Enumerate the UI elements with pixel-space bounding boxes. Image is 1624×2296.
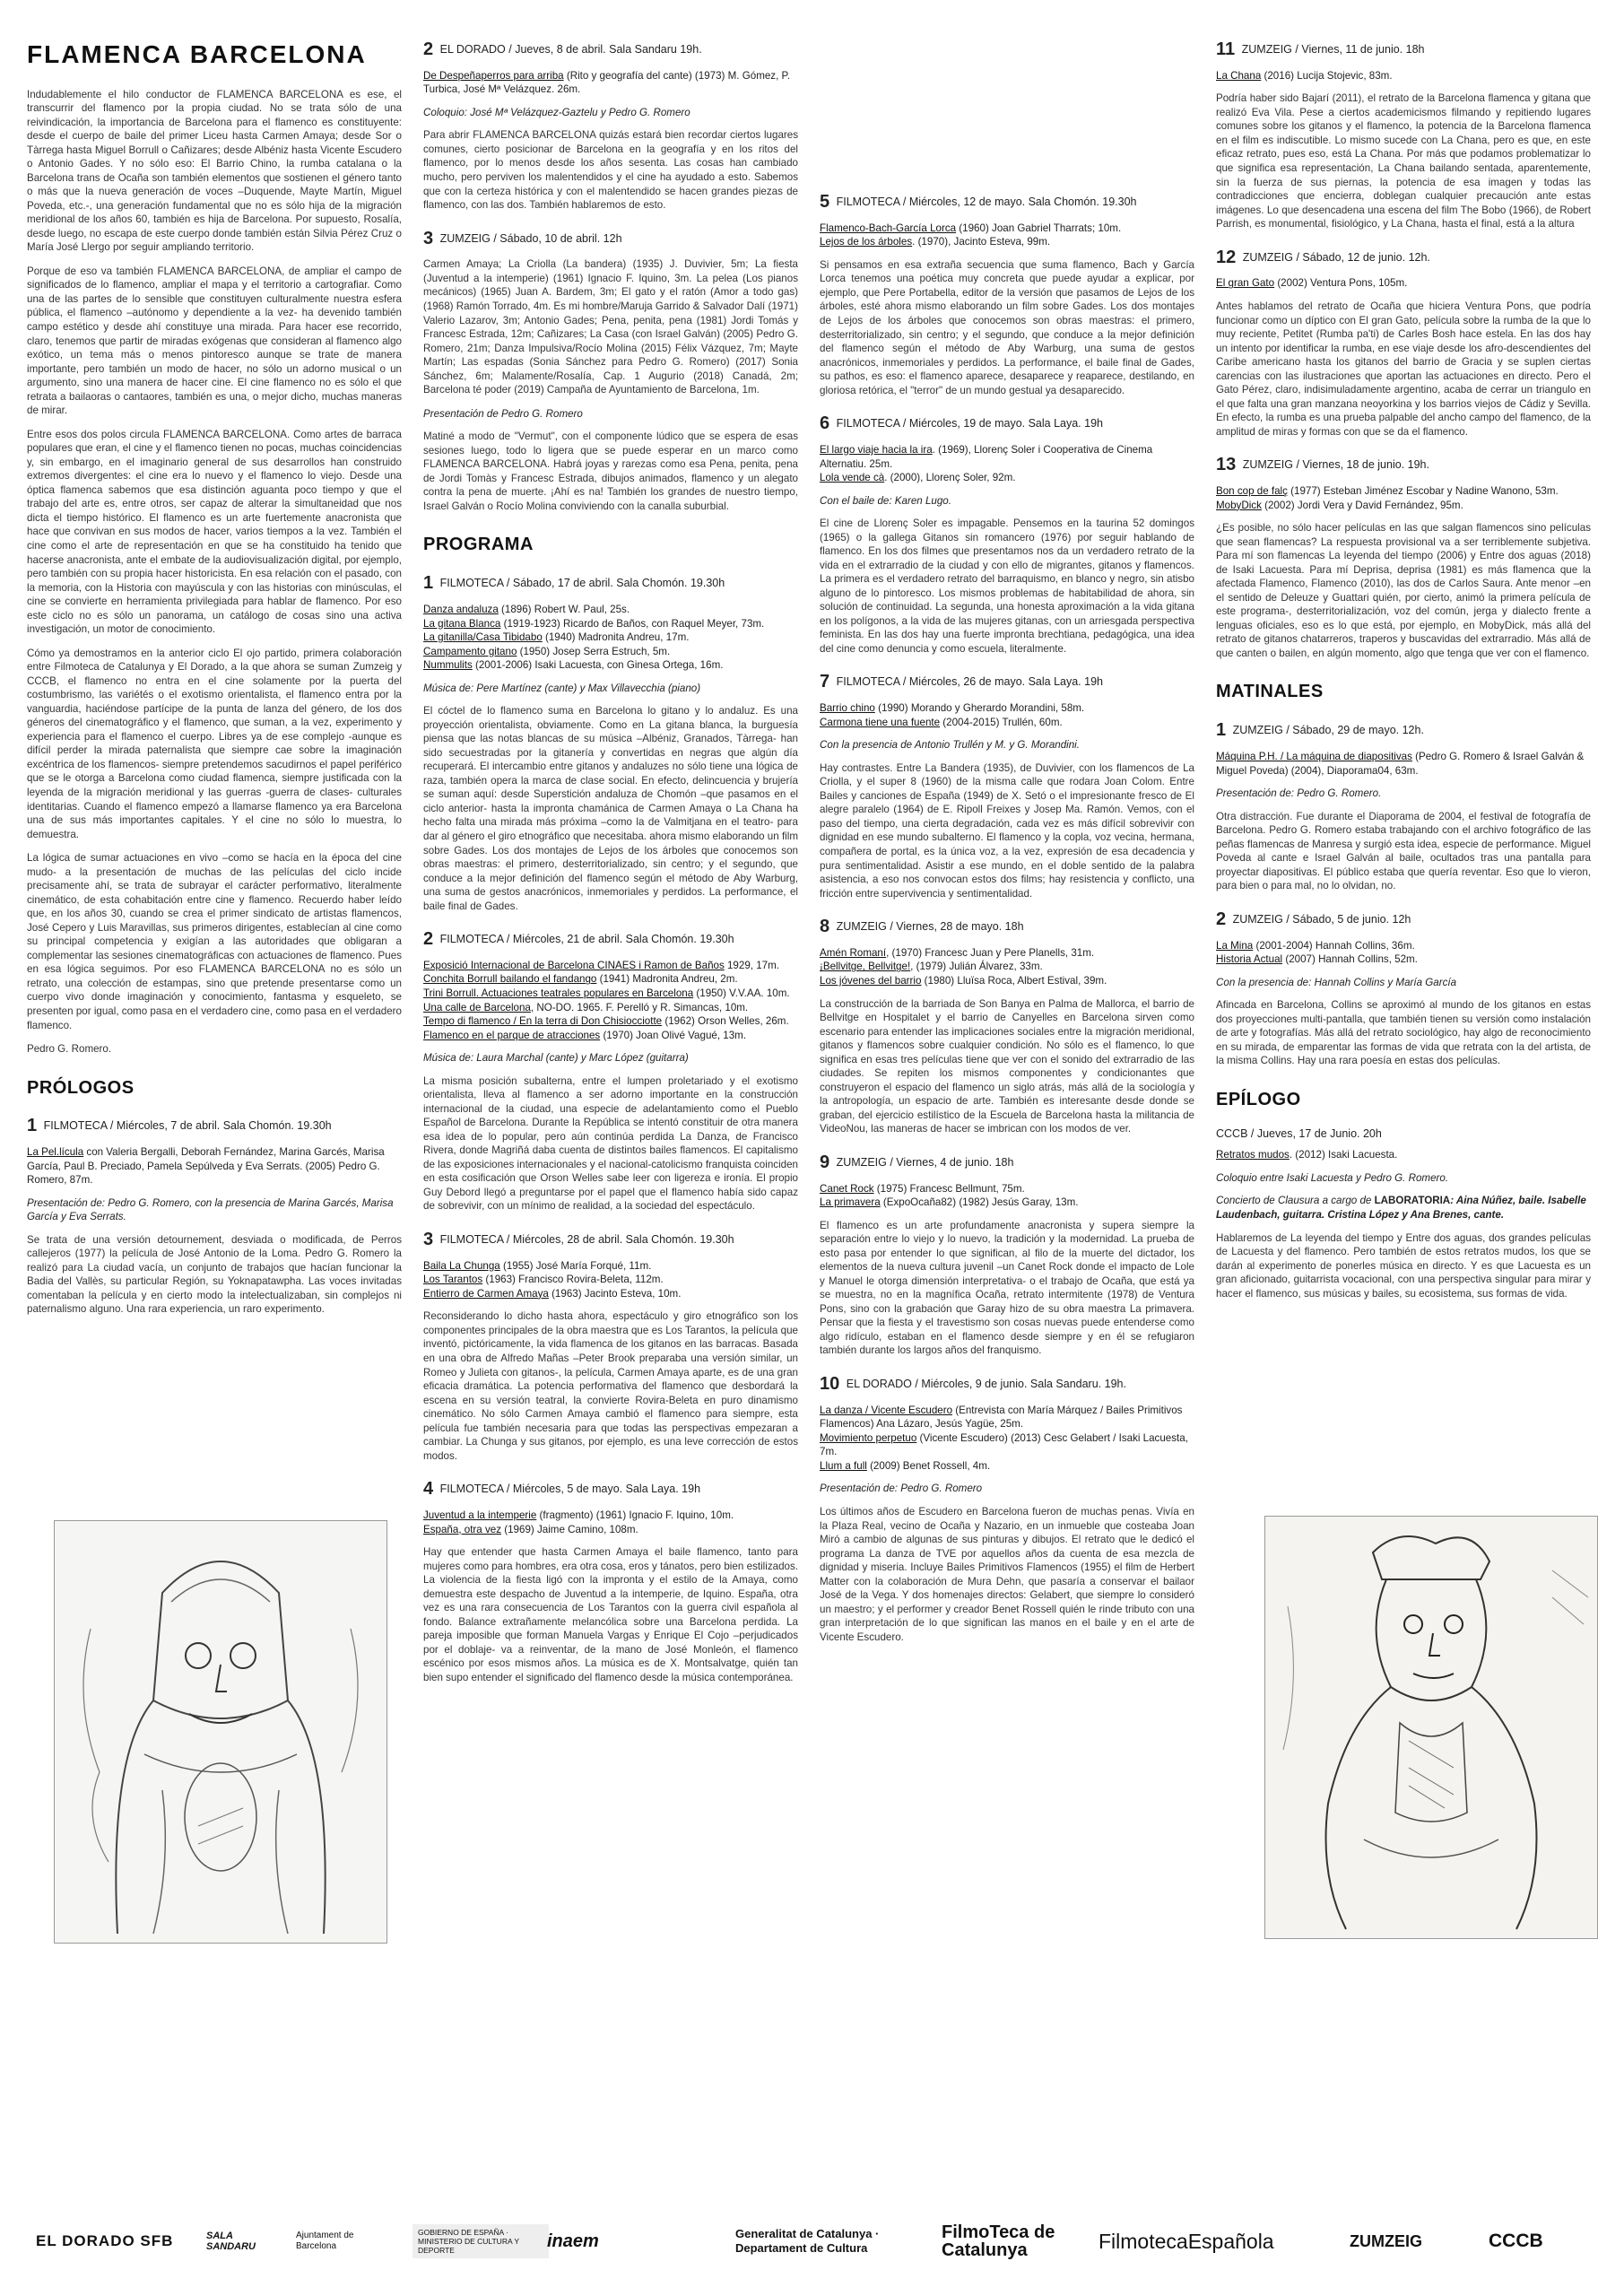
intro-paragraph: Indudablemente el hilo conductor de FLAMENCA BARCELONA es ese, el transcurrir del flamenco por la propia ciudad. No se trata sólo de una reivindicación, la importancia de Barcelona para el flamenco es constituyente: desde el cuerpo de baile del primer Liceu hasta Carmen Amaya; desde Sor o Tàrrega hasta Miguel Borrull o Cañizares; desde Albéniz hasta Vicente Escudero o Antonio Gades. Y no sólo eso: El Barrio Chino, la rumba catalana o la Barcelona trans de Ocaña son también elementos que sostienen el género tanto o más que la nueva generación de voces –Duquende, Mayte Martín, Miguel Poveda, etc.-, una generación fundamental que no es sólo hija de la migración meridional de los años 60, también es hija de Barcelona. Por supuesto, Rosalía, desde luego, no escapa de este cuerpo donde también están Silvia Pérez Cruz o María José Llergo por seguir ampliando territorio.: [27, 88, 402, 254]
event-number: 12: [1216, 247, 1237, 267]
event-header: [1216, 453, 1591, 477]
event-venue: ZUMZEIG /: [836, 1155, 893, 1169]
film-title: Flamenco-Bach-García Lorca: [820, 222, 957, 234]
event-number: 1: [27, 1116, 38, 1136]
film-title: ¡Bellvitge, Bellvitge!: [820, 961, 911, 973]
column-3: [820, 38, 1194, 1654]
event-block: [423, 1228, 798, 1463]
event-block: [423, 38, 798, 213]
event-venue: FILMOTECA /: [439, 1483, 510, 1496]
section-title-epilogo: EPÍLOGO: [1216, 1089, 1301, 1109]
event-date: Viernes, 11 de junio. 18h: [1301, 43, 1425, 56]
event-date: Miércoles, 12 de mayo. Sala Chomón. 19.30h: [908, 196, 1137, 208]
film-title: La Mina: [1216, 939, 1254, 952]
film-list: [1216, 750, 1591, 778]
film-detail: 1929, 17m.: [724, 959, 779, 971]
event-block: [27, 1114, 402, 1317]
event-date: Miércoles, 7 de abril. Sala Chomón. 19.30h: [116, 1119, 332, 1133]
film-title: Los jóvenes del barrio: [820, 974, 922, 987]
event-number: 7: [820, 672, 830, 692]
event-block: [820, 915, 1194, 1136]
film-detail: (Vicente Escudero) (2013) Cesc Gelabert / Isaki Lacuesta, 7m.: [820, 1431, 1188, 1458]
film-title: Llum a full: [820, 1459, 867, 1472]
film-detail: (2016) Lucija Stojevic, 83m.: [1261, 69, 1393, 82]
event-venue: ZUMZEIG /: [836, 920, 893, 934]
event-header: [423, 927, 798, 952]
film-title: Nummulits: [423, 659, 473, 672]
film-entry: [423, 959, 798, 973]
event-venue: FILMOTECA /: [836, 417, 907, 430]
film-detail: (Pedro G. Romero & Israel Galván & Miguel Poveda) (2004), Diaporama04, 63m.: [1216, 751, 1585, 777]
concert-prefix: Concierto de Clausura a cargo de: [1216, 1195, 1375, 1207]
event-header: [423, 1228, 798, 1252]
film-entry: [820, 1182, 1194, 1196]
film-entry: [423, 1259, 798, 1274]
event-venue: FILMOTECA /: [836, 196, 907, 208]
film-title: Lola vende cà: [820, 472, 885, 484]
event-date: Jueves, 8 de abril. Sala Sandaru 19h.: [515, 43, 702, 56]
event-block: [820, 1151, 1194, 1358]
film-list: [423, 1259, 798, 1301]
event-date: Sábado, 5 de junio. 12h: [1292, 912, 1411, 926]
film-detail: (2001-2006) Isaki Lacuesta, con Ginesa Ortega, 16m.: [472, 659, 724, 672]
film-list: [820, 222, 1194, 249]
event-description: Antes hablamos del retrato de Ocaña que hiciera Ventura Pons, que podría funcionar como un díptico con El gran Gato, película sobre la rumba de la que lo muy reciente, Petitet (Rumba pa'ti) de Carles Bosh hace estela. En las dos hay un intento por identificar la rumba, en ese viaje desde los afro-descendientes del Caribe americano hasta los gitanos del barrio de Gracia y se suplen ciertas carencias con las ilustraciones que aportan las actuaciones en directo. Pero el Gato Pérez, claro, indisimuladamente argentino, acaba de cerrar un triangulo en el que falta una gran manzana neoyorkina y los barrios viejos de Cádiz y Sevilla. En efecto, la rumba es una prueba palpable del ancho campo del flamenco, de la amplitud de miras y formas con que se da el flamenco.: [1216, 300, 1591, 438]
film-detail: (2002) Ventura Pons, 105m.: [1274, 277, 1408, 290]
intro-paragraph: Entre esos dos polos circula FLAMENCA BARCELONA. Como artes de barraca populares que eran, el cine y el flamenco tienen no pocas, muchas coincidencias y, sin embargo, en el imaginario general de sus desarrollos han construido extremos divergentes: el cine era lo nuevo y el flamenco lo viejo. Desde una óptica flamenca sabemos que esa distinción aguanta poco tiempo y que el trabajo del arte es, entre otros, ser capaz de alterar la simultaneidad que nos dicta el tiempo histórico. El flamenco es un arte fuertemente anacronista que hace que convivan en sus modos de hacer, varios tiempos a la vez. También el cine como el arte de representación en que se ha constituido ha tenido que hacerse anacronista, ante el embate de la audiovisualización digital, por ejemplo, pero también con su propia hacer historicista. En esa relación con el pasado, con la memoria, con la Historia con mayúscula y con las historias con minúsculas, el cine se convierte en herramienta privilegiada para hablar de flamenco. Por eso este ciclo no es sólo un panorama, un catálogo de cosas sino una activa investigación, un motor de conocimiento.: [27, 428, 402, 636]
event-description: Matiné a modo de "Vermut", con el componente lúdico que se espera de esas sesiones luego, todo lo ligera que se puede esperar en un marco como FLAMENCA BARCELONA. Habrá joyas y rarezas como esa Pena, penita, pena de Jordi Tomàs y Francesc Estrada, dibujos animados, flamenco y un alegato contra la pena de muerte. ¡Ahí es na! También los grandes de nuestro tiempo, Israel Galván o Rocío Molina conviviendo con la canalla suburbial.: [423, 430, 798, 512]
film-entry: [1216, 69, 1591, 83]
film-title: Flamenco en el parque de atracciones: [423, 1029, 601, 1041]
epilogo-block: [1216, 1126, 1591, 1301]
film-title: Tempo di flamenco / En la terra di Don Chisiocciotte: [423, 1015, 663, 1028]
film-title: Juventud a la intemperie: [423, 1509, 537, 1522]
film-entry: [423, 645, 798, 659]
event-date: Viernes, 28 de mayo. 18h: [896, 920, 1024, 934]
event-note: [1216, 1194, 1591, 1222]
event-number: 5: [820, 192, 830, 212]
page-title: FLAMENCA BARCELONA: [27, 40, 367, 68]
event-block: [423, 227, 798, 514]
event-note: Presentación de: Pedro G. Romero: [820, 1483, 983, 1495]
column-1: [27, 38, 402, 1326]
film-detail: (1940) Madronita Andreu, 17m.: [542, 631, 690, 644]
logo-inaem: inaem: [547, 2231, 599, 2251]
film-detail: (1960) Joan Gabriel Tharrats; 10m.: [956, 222, 1122, 234]
event-description: Para abrir FLAMENCA BARCELONA quizás estará bien recordar ciertos lugares comunes, cierto posicionar de Barcelona en la geografía y en los ritos del flamenco, por lo menos desde los años sesenta. Las cosas han cambiado mucho, pero perviven los malentendidos y el cine ha ayudado a esto. Sabemos que con la certeza histórica y con el malentendido se hacen grandes piezas de flamenco, con las dos. También hablaremos de esto.: [423, 129, 798, 212]
event-description: El flamenco es un arte profundamente anacronista y supera siempre la separación entre lo viejo y lo nuevo, la tradición y la modernidad. La prueba de esto pasa por entender lo que significan, al filo de la muerte del dictador, los elementos de la nueva cultura juvenil –un Canet Rock donde el impacto de Lole y Manuel le otorga dimensión interpretativa- o el trabajo de Ocaña, que está ya se muestra, no en la magnífica Ocaña, retrato intermitente (1978) de Ventura Pons, sino con la grabación que Garay hizo de su obra maestra La primavera. Pensar que la fiesta y el travestismo son cosas nuevas puede entenderse como algo ridículo, estaban en el flamenco desde siempre y en él se refugiaron también durante los largos años del franquismo.: [820, 1219, 1194, 1357]
event-venue: CCCB /: [1216, 1126, 1257, 1140]
film-detail: (1919-1923) Ricardo de Baños, con Raquel Meyer, 73m.: [500, 617, 765, 630]
event-block: [1216, 718, 1591, 893]
event-description: La misma posición subalterna, entre el lumpen proletariado y el exotismo orientalista, lleva al flamenco a ser adorno importante en la construcción internacional de la ciudad, una especie de adelantamiento como el Pueblo Español de Barcelona. Durante la República se intentó constituir de otra manera esa idea de lo popular, pero aún continúa perdida La Danza, de Francisco Rivera, donde Magriñá daba cuenta de distintos bailes flamencos. El capitalismo de las exposiciones internacionales y el nacional-catolicismo franquista coinciden en esta cosificación que Orson Welles sabe leer con ligereza e ironía. El propio Guy Debord llegó a preguntarse por el papel que el flamenco había sido capaz de sobrevivir, con un mínimo de realidad, a la sociedad del espectáculo.: [423, 1074, 798, 1213]
film-entry: [423, 1029, 798, 1043]
film-entry: [423, 603, 798, 617]
film-list: [1216, 484, 1591, 512]
film-entry: [1216, 952, 1591, 967]
film-entry: [1216, 499, 1591, 513]
event-block: [1216, 246, 1591, 439]
film-title: Movimiento perpetuo: [820, 1431, 917, 1444]
film-detail: , (1970) Francesc Juan y Pere Planells, 31m.: [886, 946, 1095, 959]
event-description: Los últimos años de Escudero en Barcelona fueron de muchas penas. Vivía en la Plaza Real, vecino de Ocaña y Nazario, en un inmueble que costeaba Joan Miró a cambio de algunas de sus pinturas y dibujos. El retrato que le dedicó el programa La danza de TVE por aquellos años da cuenta de esa mezcla de dignidad y miseria. Incluye Bailes Primitivos Flamencos (1955) el film de Herbert Matter con la colaboración de Mura Dehn, que pasaría a conservar el bailaor José de la Vega. Y dos homenajes directos: Gelabert, que siempre lo consideró un maestro; y el performer y creador Benet Rossell quién le rinde tributo con una gran interpretación de lo que significan las manos en el baile y en el arte de Vicente Escudero.: [820, 1505, 1194, 1643]
film-entry: [423, 658, 798, 673]
logo-filmoteca-espanola: FilmotecaEspañola: [1099, 2229, 1274, 2253]
event-venue: FILMOTECA /: [439, 577, 510, 590]
section-title-matinales: MATINALES: [1216, 682, 1324, 702]
film-title: Trini Borrull. Actuaciones teatrales populares en Barcelona: [423, 987, 694, 1000]
film-detail: (1963) Jacinto Esteva, 10m.: [548, 1287, 682, 1300]
event-number: 1: [1216, 720, 1227, 741]
event-note: Presentación de Pedro G. Romero: [423, 407, 583, 420]
film-title: La gitana Blanca: [423, 617, 501, 630]
film-title: Baila La Chunga: [423, 1259, 500, 1272]
film-detail: (1970) Joan Olivé Vagué, 13m.: [600, 1029, 747, 1041]
film-detail: (1955) José María Forqué, 11m.: [499, 1259, 652, 1272]
film-detail: (1950) Josep Serra Estruch, 5m.: [517, 645, 671, 657]
concert-name: LABORATORIA: [1374, 1195, 1451, 1207]
event-note: Presentación de: Pedro G. Romero.: [1216, 787, 1382, 800]
film-entry: [423, 617, 798, 631]
event-venue: EL DORADO /: [846, 1377, 918, 1390]
film-detail: (2009) Benet Rossell, 4m.: [866, 1459, 991, 1472]
event-number: 11: [1216, 39, 1236, 59]
event-description: ¿Es posible, no sólo hacer películas en las que salgan flamencos sino películas que sean flamencas? La respuesta provisional va a ser terriblemente subjetiva. Para mí son flamencas La leyenda del tiempo (2006) y Entre dos aguas (2018) de Isaki Lacuesta. Para mí Deprisa, deprisa (1981) es más flamenca que la afectada Flamenco, Flamenco (2010), las dos de Carlos Saura. Ante menor –en el sentido de Deleuze y Guattari quién, por cierto, animó la primera película de este programa-, desterritorialización, voz del común, jerga y dialecto frente a lenguas oficiales, eso es lo que está, por ejemplo, en MobyDick, más allá del retrato de gitanos chatarreros, traperos y buscavidas del extrarradio. Más allá de que canten o bailen, en algún momento, algo que tenga que ver con el flamenco.: [1216, 522, 1591, 659]
event-block: [423, 1477, 798, 1684]
film-detail: (1975) Francesc Bellmunt, 75m.: [873, 1182, 1025, 1195]
event-note: Música de: Laura Marchal (cante) y Marc López (guitarra): [423, 1052, 689, 1065]
logo-gobierno: GOBIERNO DE ESPAÑA · MINISTERIO DE CULTURA Y DEPORTE: [413, 2224, 549, 2258]
event-header: [820, 915, 1194, 939]
event-number: 6: [820, 413, 830, 434]
event-number: 2: [1216, 909, 1227, 929]
event-header: [423, 227, 798, 251]
event-date: Miércoles, 28 de abril. Sala Chomón. 19.30h: [512, 1232, 734, 1246]
film-detail: (1962) Orson Welles, 26m.: [662, 1015, 789, 1028]
film-title: La Chana: [1216, 69, 1262, 82]
event-note: Música de: Pere Martínez (cante) y Max Villavecchia (piano): [423, 682, 701, 694]
film-entry: [820, 1431, 1194, 1459]
event-date: Viernes, 4 de junio. 18h: [896, 1155, 1014, 1169]
event-venue: ZUMZEIG /: [439, 231, 497, 245]
logo-filmoteca-catalunya: FilmoTeca de Catalunya: [942, 2222, 1055, 2260]
event-date: Miércoles, 21 de abril. Sala Chomón. 19.30h: [512, 933, 734, 946]
film-list: [820, 1182, 1194, 1210]
event-description: Hay contrastes. Entre La Bandera (1935), de Duvivier, con los flamencos de La Criolla, y el super 8 (1960) de la misma calle que rodara Joan Colom. Entre Bailes y canciones de España (1949) de X. Setó o el impresionante fresco de El alegre paralelo (1964) de E. Ripoll Freixes y Josep Ma. Ramón. Vemos, con el paso del tiempo, una cierta degradación, cada vez es más difícil sobrevivir con dignidad en ese mundo subalterno. El flamenco y la copla, voz vecina, hermana, compañera de portal, es la única voz, a la vez, expresión de esa decadencia y pura sentimentalidad. Asistir a ese mundo, en el doble sentido de la palabra asistencia, a eso nos convocan estos dos films; hay resistencia y conflicto, una fricción entre supervivencia y sentimentalidad.: [820, 761, 1194, 900]
event-venue: FILMOTECA /: [439, 933, 510, 946]
film-detail: (1941) Madronita Andreu, 2m.: [596, 973, 738, 986]
film-title: De Despeñaperros para arriba: [423, 69, 564, 82]
film-detail: con Valeria Bergalli, Deborah Fernández, Marina Garcés, Marisa García, Paul B. Preciado, Pamela Sepúlveda y Eva Serrats. (2005) Pedro G. Romero, 87m.: [27, 1146, 385, 1187]
event-description: Afincada en Barcelona, Collins se aproximó al mundo de los gitanos en estas dos proyecciones multi-pantalla, que también tienen su versión como instalación de arte y fotografías. Más allá del retrato sociológico, hay algo de reconocimiento en su mirada, de emparentar las formas de vida que retrata con la del artista, de la misma Collins. Hay una rara poesía en estas dos películas.: [1216, 999, 1591, 1067]
event-description: El cóctel de lo flamenco suma en Barcelona lo gitano y lo andaluz. Es una proyección orientalista, obviamente. Como en La gitana blanca, la burguesía piensa que las notas blancas de su música –Albéniz, Granados, Tàrrega- han sido secuestradas por la gitanería y convertidas en negras que algún día recuperará. El intercambio entre gitanos y andaluzes no sólo tiene una lógica de raza, también opera la marca de clase social. En efecto, delincuencia y brujería se suman aquí: desde Superstición andaluza de Chomón –que pasamos en el ciclo anterior- hasta la impronta chamánica de Carmen Amaya o La Chana ha hecho falta una mirada más próxima –como la de Valmitjana en el teatro- para dar al género el giro etnográfico que necesitaba. ahora mismo elaborando un film sobre Gades. Los dos montajes de Lejos de los árboles que conocemos son obras maestras: el primero, desterritorializado, sin centro; y el segundo, que conduce a la mejor definición del flamenco según el método de Aby Warburg, una suma de gestos anacrónicos, inmemoriales y perdidos. La performance, el baile final de Gades.: [423, 705, 798, 912]
film-entry: [820, 471, 1194, 485]
event-venue: ZUMZEIG /: [1241, 43, 1298, 56]
event-block: [820, 1372, 1194, 1644]
event-description: Hay que entender que hasta Carmen Amaya el baile flamenco, tanto para mujeres como para hombres, era otra cosa, eros y tánatos, pero bien estilizados. La violencia de la fiesta ligó con la impronta y el estilo de la Amaya, como demuestra este despacho de Juventud a la intemperie, de Iquino. España, otra vez es una rara consecuencia de Los Tarantos con la guerra civil española al fondo. Balance extrañamente melancólica sobre una Barcelona perdida. La pareja imposible que forman Manuela Vargas y Enrique El Cojo –perjudicados por el doblaje- va a reinventar, de la mano de José Monleón, el flamenco escénico por esos mismos años. La música es de X. Montsalvatge, quién tan bien supo entender el significado del flamenco desde la música contemporánea.: [423, 1546, 798, 1683]
event-number: 8: [820, 917, 830, 937]
event-block: [820, 670, 1194, 900]
artwork-drawing-right: [1264, 1516, 1598, 1939]
film-detail: (1977) Esteban Jiménez Escobar y Nadine Wanono, 53m.: [1287, 485, 1559, 498]
film-title: Barrio chino: [820, 702, 875, 715]
film-detail: (Entrevista con María Márquez / Bailes Primitivos Flamencos) Ana Lázaro, Jesús Yagüe, 25m.: [820, 1404, 1183, 1431]
film-detail: (fragmento) (1961) Ignacio F. Iquino, 10m.: [536, 1509, 734, 1522]
film-detail: (ExpoOcaña82) (1982) Jesús Garay, 13m.: [880, 1196, 1079, 1209]
event-description: La construcción de la barriada de Son Banya en Palma de Mallorca, el barrio de Bellvitge en Hospitalet y el barrio de Canyelles en Barcelona sirven como escenario para entender las implicaciones sociales entre la migración meridional, gitanos y flamencos sobre cualquier condición. No sólo es el flamenco, lo que significa en esas tres películas tiene que ver con el sonido del extrarradio de las ciudades. Se repiten los mismos componentes y condicionantes que construyeron el espacio del flamenco un siglo atrás, más allá de la sociología y la antropología, un espacio de arte. También es interesante desde donde se graban, del ejercicio estilístico de la Escuela de Barcelona hasta la militancia de VideoNou, las maneras de hacer se imbrican con los modos de ver.: [820, 997, 1194, 1135]
film-title: Máquina P.H. / La máquina de diapositivas: [1216, 751, 1412, 763]
event-number: 3: [423, 1229, 434, 1249]
film-entry: [820, 960, 1194, 974]
event-header: [1216, 718, 1591, 743]
film-title: MobyDick: [1216, 499, 1262, 511]
film-detail: (1950) V.V.AA. 10m.: [693, 987, 790, 1000]
event-header: [820, 1372, 1194, 1396]
film-detail: . (2012) Isaki Lacuesta.: [1289, 1149, 1398, 1161]
film-title: El largo viaje hacia la ira: [820, 443, 933, 456]
film-title: Exposició Internacional de Barcelona CINAES i Ramon de Baños: [423, 959, 725, 971]
event-venue: ZUMZEIG /: [1242, 250, 1299, 264]
film-detail: (Rito y geografía del cante) (1973) M. Gómez, P. Turbica, José Mª Velázquez. 26m.: [423, 69, 790, 96]
event-venue: FILMOTECA /: [43, 1119, 114, 1133]
event-number: 9: [820, 1152, 830, 1172]
event-number: 10: [820, 1373, 840, 1394]
film-detail: (1990) Morando y Gherardo Morandini, 58m.: [874, 702, 1085, 715]
film-list: [1216, 276, 1591, 291]
film-entry: [27, 1145, 402, 1187]
film-title: Entierro de Carmen Amaya: [423, 1287, 549, 1300]
film-detail: . (2000), Llorenç Soler, 92m.: [884, 472, 1016, 484]
film-entry: [423, 69, 798, 97]
event-block: [423, 927, 798, 1213]
event-description: Otra distracción. Fue durante el Diaporama de 2004, el festival de fotografía de Barcelona. Pedro G. Romero estaba trabajando con el archivo fotográfico de las peñas flamencas de Manresa y surgió esta idea, especie de performance. Miguel Poveda al cante e Israel Galván al baile, ocultados tras una pantalla para proyectar diapositivas. El público estaba que quería reventar. Eso que lo vieron, para bien o para mal, no lo olvidan, no.: [1216, 810, 1591, 892]
film-entry: [1216, 750, 1591, 778]
film-list-text: Carmen Amaya; La Criolla (La bandera) (1935) J. Duvivier, 5m; La fiesta (Juventud a la intemperie) (1961) Ignacio F. Iquino, 3m. La pelea (Los pianos mecánicos) (1965) Juan A. Bardem, 3m; El gato y el ratón (Amor a todo gas) (1968) Ramón Torrado, 4m. Es mi hombre/Maruja Garrido & Salvador Dalí (1971) Valerio Lazarov, 3m; Antonio Gades; Pena, penita, pena (1981) Jordi Tomás y Francesc Estrada, 12m; Cañizares; La Casa (con Israel Galván) (2005) Pedro G. Romero, 21m; Danza Impulsiva/Rocío Molina (2015) Félix Vázquez, 7m; Mayte Martín; Las espadas (Sonia Sánchez para Pedro G. Romero) (2017) Sonia Sánchez, 6m; Malamente/Rosalía, Cap. 1 Augurio (2018) Canadá, 2m; Barcelona té poder (2019) Campaña de Ayuntamiento de Barcelona, 1m.: [423, 258, 798, 396]
film-detail: (1963) Francisco Rovira-Beleta, 112m.: [482, 1274, 664, 1286]
film-title: Canet Rock: [820, 1182, 874, 1195]
event-note: Con el baile de: Karen Lugo.: [820, 494, 951, 507]
event-number: 2: [423, 39, 434, 59]
event-description: El cine de Llorenç Soler es impagable. Pensemos en la taurina 52 domingos (1965) o la gallega Gitanos sin romancero (1976) por seguir hablando de flamenco. En los dos filmes que presentamos nos da un verdadero retrato de la vida en el extrarradio de la ciudad y con ello de migrantes, gitanos y flamencos. La primera es el verdadero retrato del barraquismo, en blanco y negro, sin atisbo alguno de lo pintoresco. Los mismos problemas de habitabilidad de ahora, sin solución de continuidad. La segunda, una honesta aproximación a la vida gitana en los polígonos, a la vida de las mujeres gitanas, con un arriesgada perspectiva feminista. En las dos hay una fuerte impronta brechtiana, pedagógica, una idea del cine como denuncia y como escuela, literalmente.: [820, 517, 1194, 655]
event-description: Reconsiderando lo dicho hasta ahora, espectáculo y giro etnográfico son los componentes principales de la obra maestra que es Los Tarantos, la película que inventó, pictóricamente, la vida flamenca de los gitanos en las barracas. Basada en una obra de Alfredo Mañas –Peter Brook preparaba una versión similar, un Romeo y Julieta con gitanos-, la película, Carmen Amaya aparte, es de una gran eficacia dramática. La potencia performativa del flamenco que desbordará la escena en su versión teatral, la convierte Rovira-Beleta en puro dinamismo cinemático. No sólo Carmen Amaya cambió el flamenco para siempre, esta película fue también necesaria para que todas las perspectivas empezaran a cambiar. La Chunga y sus gitanos, por ejemplo, es una leve corrección de estos modos.: [423, 1310, 798, 1462]
event-header: [1216, 38, 1591, 62]
film-detail: . (1970), Jacinto Esteva, 99m.: [912, 236, 1051, 248]
concert-performers: : Aina Núñez, baile. Isabelle Laudenbach, guitarra. Cristina López y Ana Brenes, cante.: [1216, 1195, 1586, 1222]
film-entry: [820, 235, 1194, 249]
film-entry: [1216, 276, 1591, 291]
event-venue: FILMOTECA /: [836, 675, 907, 689]
film-title: España, otra vez: [423, 1523, 502, 1535]
event-block: [423, 571, 798, 913]
event-note: Presentación de: Pedro G. Romero, con la presencia de Marina Garcés, Marisa García y Eva Serrats.: [27, 1196, 394, 1223]
film-detail: (1896) Robert W. Paul, 25s.: [498, 604, 630, 615]
event-block: [1216, 38, 1591, 231]
event-header: [1216, 246, 1591, 270]
event-header: [423, 38, 798, 62]
logo-cccb: CCCB: [1489, 2231, 1543, 2251]
film-list: [1216, 939, 1591, 967]
film-title: Campamento gitano: [423, 645, 517, 657]
event-block: [820, 190, 1194, 397]
film-entry: [423, 972, 798, 987]
film-title: Amén Romaní: [820, 946, 887, 959]
film-entry: [423, 1273, 798, 1287]
event-header: [820, 1151, 1194, 1175]
film-title: Lejos de los árboles: [820, 236, 913, 248]
intro-signature: Pedro G. Romero.: [27, 1043, 112, 1056]
event-number: 1: [423, 573, 434, 594]
film-detail: , NO-DO. 1965. F. Perelló y R. Simancas, 10m.: [530, 1001, 749, 1013]
event-header: [423, 571, 798, 596]
event-date: Sábado, 17 de abril. Sala Chomón. 19.30h: [512, 577, 725, 590]
event-venue: ZUMZEIG /: [1232, 912, 1290, 926]
film-list: [1216, 1148, 1591, 1162]
event-header: [27, 1114, 402, 1138]
artwork-drawing-left: [54, 1520, 387, 1944]
film-entry: [423, 631, 798, 645]
event-description: Se trata de una versión detournement, desviada o modificada, de Perros callejeros (1977) la película de José Antonio de la Loma. Pedro G. Romero la realizó para La ciudad vacía, un conjunto de trabajos que hacían funcionar la Badia del Vallès, su particular Región, su Yoknapatawpha. Las voces invitadas comentaban la película y en cierto modo la intelectualizaban, sin complejos ni paternalismo alguno. Una rara experiencia, un raro experimento.: [27, 1233, 402, 1316]
film-entry: [423, 1287, 798, 1301]
film-entry: [423, 987, 798, 1001]
event-note: Con la presencia de Antonio Trullén y M. y G. Morandini.: [820, 739, 1080, 752]
film-title: Historia Actual: [1216, 953, 1283, 966]
film-entry: [423, 1014, 798, 1029]
section-title-programa: PROGRAMA: [423, 535, 534, 555]
film-list: [423, 603, 798, 673]
event-venue: ZUMZEIG /: [1232, 724, 1290, 737]
event-number: 3: [423, 228, 434, 248]
event-date: Miércoles, 26 de mayo. Sala Laya. 19h: [908, 675, 1103, 689]
film-list: [423, 1509, 798, 1536]
intro-paragraph: La lógica de sumar actuaciones en vivo –como se hacía en la época del cine mudo- a la presentación de muchas de las películas del ciclo incide precisamente ahí, se trata de subrayar el carácter performativo, literalmente cinemático, de esta cohabitación entre cine y flamenco. Recuerdo haber leído que, en los años 30, cuando se crea el primer sindicato de artistas flamencos, José Cepero y Luis Maravillas, sus primeros dirigentes, establecían al cine como su principal competencia y exigían a las autoridades que obligaran a complementar las sesiones cinematográficas con actuaciones de flamenco. Pues en esa lógica seguimos. Por eso FLAMENCA BARCELONA no es sólo un retrato, una colección de estampas, sino que pretende presentarse como un cuerpo vivo donde imaginación y conocimiento, fantasma y esqueleto, se presenten por igual, como pasa en el verdadero cine, como pasa en el verdadero flamenco.: [27, 852, 402, 1031]
intro-text: [27, 88, 402, 1057]
column-4: [1216, 38, 1591, 1310]
film-title: Una calle de Barcelona: [423, 1001, 531, 1013]
sponsor-logos: [0, 2219, 1624, 2264]
film-detail: (1969) Jaime Camino, 108m.: [501, 1523, 638, 1535]
film-entry: [820, 716, 1194, 730]
film-entry: [1216, 484, 1591, 499]
event-header: [1216, 1126, 1591, 1142]
event-venue: ZUMZEIG /: [1242, 458, 1299, 472]
event-header: [820, 190, 1194, 214]
event-venue: EL DORADO /: [439, 43, 512, 56]
film-title: La Pel.lícula: [27, 1146, 84, 1159]
logo-ajuntament: Ajuntament de Barcelona: [296, 2231, 354, 2251]
logo-el-dorado: EL DORADO SFB: [36, 2232, 174, 2249]
film-detail: (2004-2015) Trullén, 60m.: [940, 716, 1063, 728]
event-number: 2: [423, 929, 434, 950]
event-number: 13: [1216, 455, 1237, 475]
logo-sala-sandaru: SALA SANDARU: [206, 2230, 256, 2252]
event-venue: FILMOTECA /: [439, 1232, 510, 1246]
film-title: Carmona tiene una fuente: [820, 716, 941, 728]
film-title: La gitanilla/Casa Tibidabo: [423, 631, 543, 644]
event-date: Miércoles, 5 de mayo. Sala Laya. 19h: [512, 1483, 701, 1496]
event-header: [820, 670, 1194, 694]
event-header: [820, 412, 1194, 436]
film-detail: , (1979) Julián Álvarez, 33m.: [910, 961, 1043, 973]
film-entry: [423, 1509, 798, 1523]
film-title: Danza andaluza: [423, 604, 499, 615]
section-title-prologos: PRÓLOGOS: [27, 1077, 135, 1098]
film-list: [820, 1404, 1194, 1474]
event-date: Viernes, 18 de junio. 19h.: [1302, 458, 1429, 472]
event-block: [820, 412, 1194, 656]
film-title: Retratos mudos: [1216, 1149, 1290, 1161]
film-entry: [820, 1196, 1194, 1210]
film-list: [820, 946, 1194, 988]
film-list: [1216, 69, 1591, 83]
event-block: [1216, 908, 1591, 1068]
event-description: Podría haber sido Bajarí (2011), el retrato de la Barcelona flamenca y gitana que realizó Eva Vila. Pese a ciertos academicismos filmando y repitiendo lugares comunes sobre los gitanos y el flamenco, la potencia de la Barcelona flamenca en el film es indiscutible. Lo mismo sucede con La Chana, pero es que, en este eficaz retrato, pues eso, está La Chana. Por más que podamos problematizar lo que significa esa representación, La Chana bailando sentada, aparentemente, sin la fuerza de sus piernas, la potencia de esa imagen y todas las contradicciones que encierra, doblegan cualquier precaución ante estas imágenes. Lo que desencadena una escena del film The Bobo (1966), de Robert Parrish, es monumental, fisiológico, y La Chana, hasta el final, está a la altura: [1216, 92, 1591, 230]
film-detail: (2002) Jordi Vera y David Fernández, 95m.: [1261, 499, 1463, 511]
film-title: Conchita Borrull bailando el fandango: [423, 973, 597, 986]
film-detail: (2001-2004) Hannah Collins, 36m.: [1253, 939, 1415, 952]
film-detail: (1980) Lluïsa Roca, Albert Estival, 39m.: [921, 974, 1107, 987]
film-title: La danza / Vicente Escudero: [820, 1404, 953, 1416]
event-description: Si pensamos en esa extraña secuencia que suma flamenco, Bach y García Lorca tenemos una poética muy concreta que puede ayudar a explicar, por ejemplo, que Pere Portabella, editor de la versión que pasamos de Lejos de los árboles, esté ahora mismo elaborando un film sobre Gades. Los dos montajes de Lejos de los árboles que conocemos son obras maestras: el primero, desterritorializado, sin centro; y el segundo, que conduce a la mejor definición del flamenco según el método de Aby Warburg, una suma de gestos anacrónicos, inmemoriales y perdidos. La performance, el baile final de Gades, su pathos, es eso: el flamenco aparece, desaparece y reaparece, destilando, en gloriosa retórica, el "terror" de un mundo gestual ya desaparecido.: [820, 258, 1194, 396]
event-header: [423, 1477, 798, 1501]
film-list: [820, 701, 1194, 729]
event-note: Coloquio entre Isaki Lacuesta y Pedro G. Romero.: [1216, 1171, 1449, 1184]
film-entry: [820, 443, 1194, 471]
film-entry: [820, 1404, 1194, 1431]
film-list: [423, 69, 798, 97]
film-entry: [820, 701, 1194, 716]
event-description: Hablaremos de La leyenda del tiempo y Entre dos aguas, dos grandes películas de Lacuesta y del flamenco. Pero también de estos retratos mudos, los que se darán al experimento de ponerles música en directo. Y es que Lacuesta es un gran aficionado, guitarrista vocacional, con una perspectiva singular para mirar y hacer el flamenco, sus músicas y bailes, su ecosistema, sus formas de vida.: [1216, 1231, 1591, 1300]
film-list: [820, 443, 1194, 485]
film-list: [27, 1145, 402, 1187]
event-date: Sábado, 10 de abril. 12h: [499, 231, 622, 245]
film-entry: [423, 1001, 798, 1015]
event-note: Coloquio: José Mª Velázquez-Gaztelu y Pedro G. Romero: [423, 106, 690, 118]
event-date: Sábado, 12 de junio. 12h.: [1302, 250, 1430, 264]
film-title: Los Tarantos: [423, 1274, 483, 1286]
film-detail: . (1969), Llorenç Soler i Cooperativa de Cinema Alternatiu. 25m.: [820, 443, 1153, 470]
film-entry: [820, 222, 1194, 236]
film-entry: [820, 1459, 1194, 1474]
film-entry: [820, 974, 1194, 988]
film-title: El gran Gato: [1216, 277, 1275, 290]
intro-paragraph: Cómo ya demostramos en la anterior ciclo El ojo partido, primera colaboración entre Filmoteca de Catalunya y El Dorado, a la que ahora se suman Zumzeig y CCCB, el flamenco no entra en el cine solamente por la puerta del costumbrismo, las variétés o el exotismo orientalista, el flamenco entra por la vanguardia, haciéndose partícipe de la punta de lanza del género, de los dos géneros del cinematográfico y el flamenco, que suman, a la vez, experimento y experiencia para el flamenco el cuerpo. Libres ya de ese complejo -aunque es difícil perder la mirada paternalista que siempre cae sobre la imaginación excéntrica de los flamencos- siempre pretendemos sacudirnos el papel periférico que se le otorga a Barcelona como ciudad flamenca, siempre justificada con la leyenda de la migración meridional y las guerras -guerra de clases- culturales identitarias. Cuando el flamenco empezó a llamarse flamenco ya era Barcelona una de sus más importantes capitales. Y el cine no sólo lo muestra, lo demuestra.: [27, 647, 402, 840]
film-title: Bon cop de falç: [1216, 485, 1288, 498]
event-date: Sábado, 29 de mayo. 12h.: [1292, 724, 1424, 737]
event-header: [1216, 908, 1591, 932]
event-date: Miércoles, 9 de junio. Sala Sandaru. 19h.: [921, 1377, 1126, 1390]
event-number: 4: [423, 1479, 434, 1500]
film-entry: [820, 946, 1194, 961]
film-entry: [1216, 939, 1591, 953]
event-date: Miércoles, 19 de mayo. Sala Laya. 19h: [908, 417, 1103, 430]
film-list: [423, 959, 798, 1042]
event-block: [1216, 453, 1591, 660]
logo-generalitat: Generalitat de Catalunya · Departament de Cultura: [735, 2227, 880, 2255]
event-note: Con la presencia de: Hannah Collins y María García: [1216, 976, 1457, 988]
event-date: Jueves, 17 de Junio. 20h: [1256, 1126, 1382, 1140]
intro-paragraph: Porque de eso va también FLAMENCA BARCELONA, de ampliar el campo de significados de lo flamenco, ampliar el mapa y el territorio a cartografiar. Como una de las partes de lo sensible que constituyen culturalmente nuestra esfera pública, el flamenco –autónomo y dependiente a la vez- ha devenido también campo estético y desde ahí constituye una mirada. Para hacer ese recorrido, claro, tenemos que partir de miradas exógenas que consideran al flamenco algo exótico, un tema más o menos pintoresco aunque se trate de manera importante, pero también un modo de hacer, no sólo un adorno musical o un argumento, sino una manera de hacer cine. El cine flamenco no es sólo el que retrata a bailaoras o cantaores, también es una, o mejor dicho, muchas maneras de mirar.: [27, 265, 402, 417]
logo-zumzeig: ZUMZEIG: [1350, 2231, 1422, 2250]
film-entry: [423, 1523, 798, 1537]
column-2: [423, 38, 798, 1694]
film-title: La primavera: [820, 1196, 881, 1209]
film-detail: (2007) Hannah Collins, 52m.: [1282, 953, 1418, 966]
